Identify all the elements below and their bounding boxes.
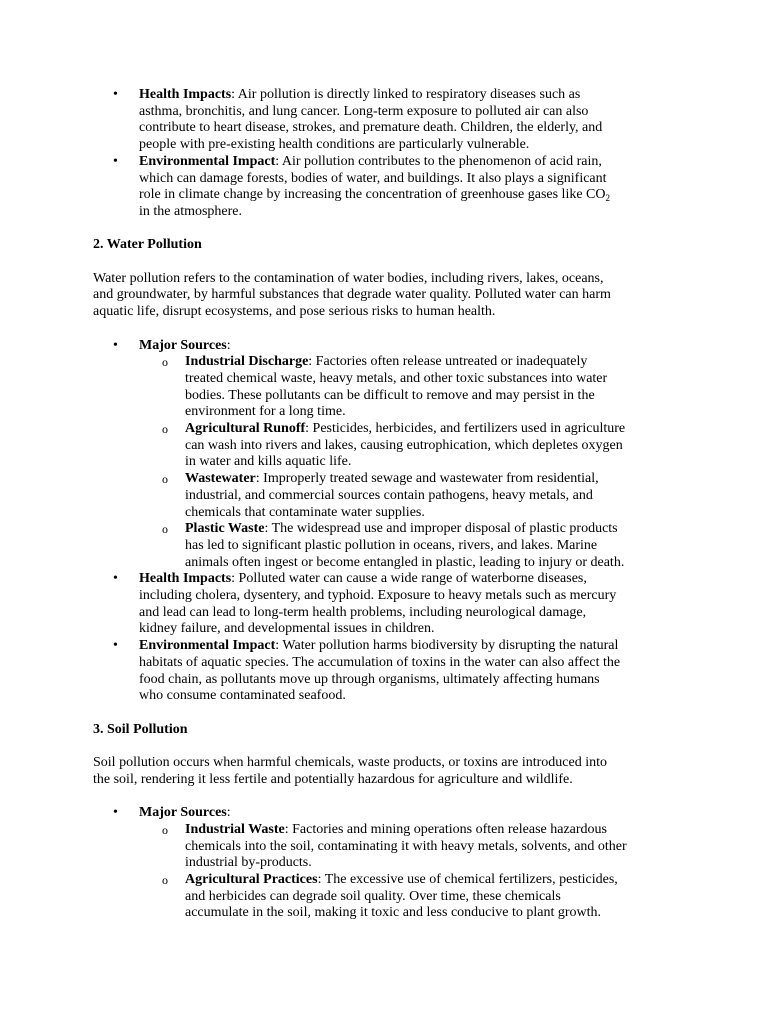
- document-body: [93, 87, 683, 922]
- co2-subscript: 2: [605, 193, 610, 204]
- section-heading-water: 2. Water Pollution: [93, 237, 202, 253]
- item-term: Industrial Discharge: [185, 354, 309, 370]
- list-item: • Major Sources: o Industrial Discharge: Factories often release untreated or inadequately treated chemical waste, heavy metals, and other toxic substances into water bodies. These pollutants can be difficult to remove and may persist in the environment for a long time. o Agricultural Runoff: Pesticides, herbicides, and fertilizers used in agriculture can wash into rivers and lakes, causing eutrophication, which depletes oxygen in water and kills aquatic life. o Wastewater: Improperly treated sewage and wastewater from residential, industrial, and commercial sources contain pathogens, heavy metals, and chemicals that contaminate water supplies. o Plastic Waste: The widespread use and improper disposal of plastic products has led to significant plastic pollution in oceans, rivers, and lakes. Marine animals often ingest or become entangled in plastic, leading to injury or death.: [93, 338, 683, 572]
- item-term: Wastewater: [185, 471, 256, 487]
- soil-pollution-list: [93, 805, 683, 922]
- sub-list-item: o Wastewater: Improperly treated sewage and wastewater from residential, industrial, and commercial sources contain pathogens, heavy metals, and chemicals that contaminate water supplies.: [139, 471, 683, 521]
- item-term: Major Sources: [139, 805, 227, 821]
- item-term: Industrial Waste: [185, 821, 285, 837]
- item-term: Plastic Waste: [185, 521, 265, 537]
- item-term: Agricultural Practices: [185, 871, 318, 887]
- item-term: Major Sources: [139, 337, 227, 353]
- list-item: • Environmental Impact: Air pollution contributes to the phenomenon of acid rain, which can damage forests, bodies of water, and buildings. It also plays a significant role in climate change by increasing the concentration of greenhouse gases like $CO_2$ in the atmosphere.: [93, 154, 683, 221]
- item-term: Environmental Impact: [139, 638, 276, 654]
- water-pollution-list: [93, 338, 683, 705]
- sub-list-item: o Industrial Discharge: Factories often release untreated or inadequately treated chemical waste, heavy metals, and other toxic substances into water bodies. These pollutants can be difficult to remove and may persist in the environment for a long time.: [139, 354, 683, 421]
- list-item: • Health Impacts: Air pollution is directly linked to respiratory diseases such as asthma, bronchitis, and lung cancer. Long-term exposure to polluted air can also contribute to heart disease, strokes, and premature death. Children, the elderly, and people with pre-existing health conditions are particularly vulnerable.: [93, 87, 683, 154]
- list-item: • Major Sources: o Industrial Waste: Factories and mining operations often release hazardous chemicals into the soil, contaminating it with heavy metals, solvents, and other industrial by-products. o Agricultural Practices: The excessive use of chemical fertilizers, pesticides, and herbicides can degrade soil quality. Over time, these chemicals accumulate in the soil, making it toxic and less conducive to plant growth.: [93, 805, 683, 922]
- sub-list-item: o Industrial Waste: Factories and mining operations often release hazardous chemicals into the soil, contaminating it with heavy metals, solvents, and other industrial by-products.: [139, 822, 683, 872]
- soil-sources-sublist: [139, 822, 683, 922]
- soil-intro-paragraph: Soil pollution occurs when harmful chemicals, waste products, or toxins are introduced into the soil, rendering it less fertile and potentially hazardous for agriculture and wildlife.: [93, 755, 607, 787]
- item-term: Agricultural Runoff: [185, 421, 306, 437]
- water-intro-paragraph: Water pollution refers to the contamination of water bodies, including rivers, lakes, oceans, and groundwater, by harmful substances that degrade water quality. Polluted water can harm aquatic life, disrupt ecosystems, and pose serious risks to human health.: [93, 270, 611, 320]
- list-item: • Environmental Impact: Water pollution harms biodiversity by disrupting the natural habitats of aquatic species. The accumulation of toxins in the water can also affect the food chain, as pollutants move up through organisms, ultimately affecting humans who consume contaminated seafood.: [93, 638, 683, 705]
- item-term: Health Impacts: [139, 87, 232, 102]
- sub-list-item: o Agricultural Runoff: Pesticides, herbicides, and fertilizers used in agriculture can wash into rivers and lakes, causing eutrophication, which depletes oxygen in water and kills aquatic life.: [139, 421, 683, 471]
- item-term: Health Impacts: [139, 571, 232, 587]
- sub-list-item: o Agricultural Practices: The excessive use of chemical fertilizers, pesticides, and herbicides can degrade soil quality. Over time, these chemicals accumulate in the soil, making it toxic and less conducive to plant growth.: [139, 872, 683, 922]
- water-sources-sublist: [139, 354, 683, 571]
- air-pollution-effects-list: [93, 87, 683, 221]
- list-item: • Health Impacts: Polluted water can cause a wide range of waterborne diseases, including cholera, dysentery, and typhoid. Exposure to heavy metals such as mercury and lead can lead to long-term health problems, including neurological damage, kidney failure, and developmental issues in children.: [93, 571, 683, 638]
- sub-list-item: o Plastic Waste: The widespread use and improper disposal of plastic products has led to significant plastic pollution in oceans, rivers, and lakes. Marine animals often ingest or become entangled in plastic, leading to injury or death.: [139, 521, 683, 571]
- item-term: Environmental Impact: [139, 153, 276, 169]
- section-heading-soil: 3. Soil Pollution: [93, 721, 188, 737]
